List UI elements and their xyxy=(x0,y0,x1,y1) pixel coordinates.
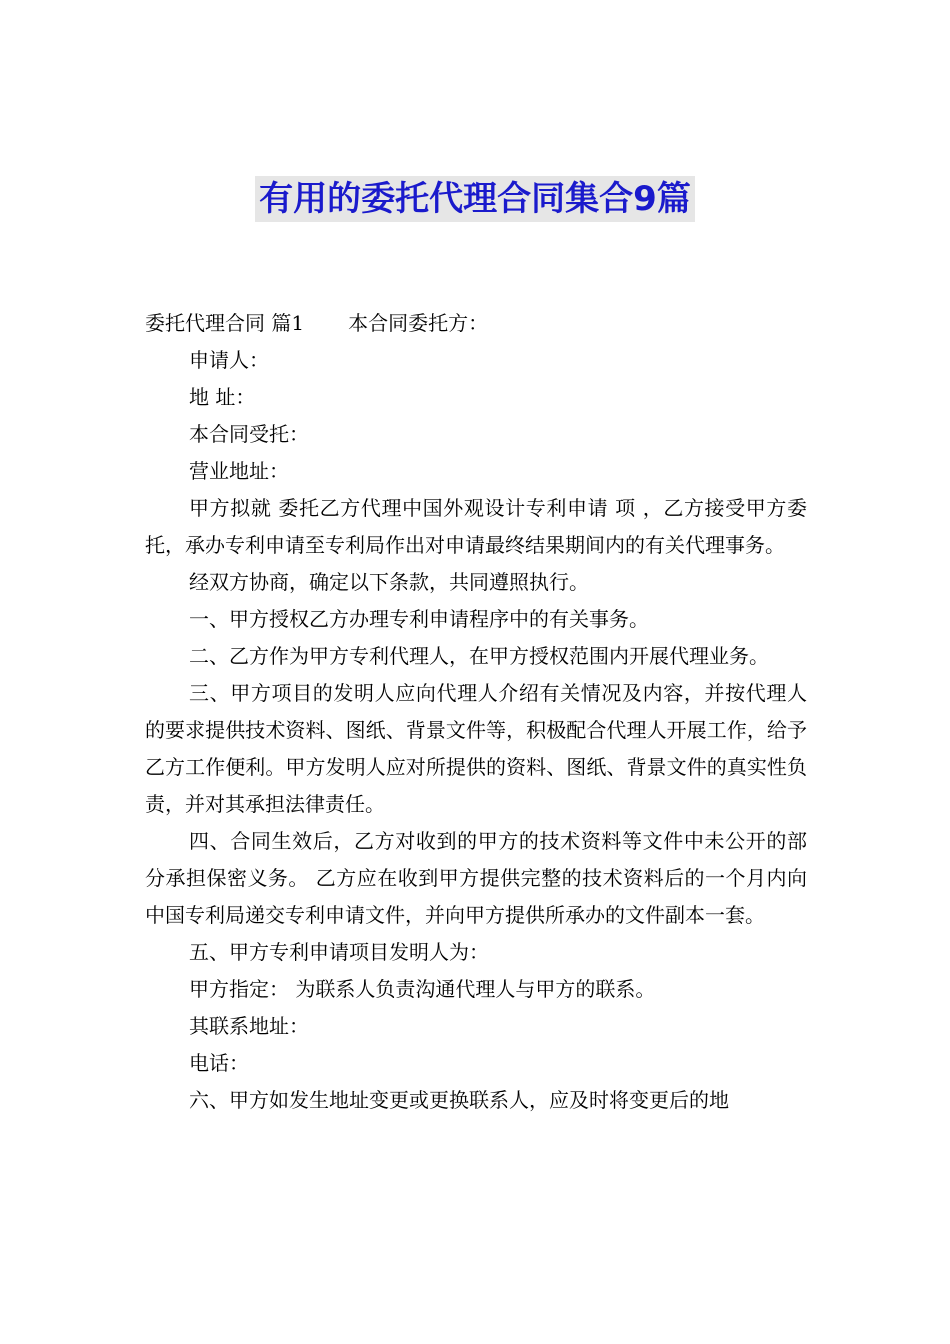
clause-5: 五、甲方专利申请项目发明人为： xyxy=(189,940,489,964)
paragraph-applicant: 申请人： xyxy=(189,348,269,372)
clause-6: 六、甲方如发生地址变更或更换联系人，应及时将变更后的地 xyxy=(189,1088,729,1112)
section-heading: 委托代理合同 篇1 xyxy=(145,311,305,335)
paragraph-business-address: 营业地址： xyxy=(189,459,289,483)
paragraph-intro: 甲方拟就 委托乙方代理中国外观设计专利申请 项 ，乙方接受甲方委托，承办专利申请至专利局作出对申请最终结果期间内的有关代理事务。 xyxy=(145,496,807,557)
clause-3: 三、甲方项目的发明人应向代理人介绍有关情况及内容，并按代理人的要求提供技术资料、图纸、背景文件等，积极配合代理人开展工作，给予乙方工作便利。甲方发明人应对所提供的资料、图纸、背景文件的真实性负责，并对其承担法律责任。 xyxy=(145,681,807,816)
document-title: 有用的委托代理合同集合9篇 xyxy=(255,176,695,222)
document-body xyxy=(145,305,807,1119)
paragraph-address: 地 址： xyxy=(189,385,256,409)
first-line xyxy=(145,305,807,342)
paragraph-agreement: 经双方协商，确定以下条款，共同遵照执行。 xyxy=(189,570,589,594)
paragraph-designated-contact: 甲方指定： 为联系人负责沟通代理人与甲方的联系。 xyxy=(189,977,656,1001)
first-line-rest: 本合同委托方： xyxy=(348,311,489,335)
paragraph-trustee: 本合同受托： xyxy=(189,422,309,446)
title-container xyxy=(0,176,950,222)
clause-4: 四、合同生效后，乙方对收到的甲方的技术资料等文件中未公开的部分承担保密义务。 乙方应在收到甲方提供完整的技术资料后的一个月内向中国专利局递交专利申请文件，并向甲方提供所承办的文件副本一套。 xyxy=(145,829,807,927)
paragraph-phone: 电话： xyxy=(189,1051,249,1075)
clause-2: 二、乙方作为甲方专利代理人，在甲方授权范围内开展代理业务。 xyxy=(189,644,769,668)
clause-1: 一、甲方授权乙方办理专利申请程序中的有关事务。 xyxy=(189,607,649,631)
paragraph-contact-address: 其联系地址： xyxy=(189,1014,309,1038)
